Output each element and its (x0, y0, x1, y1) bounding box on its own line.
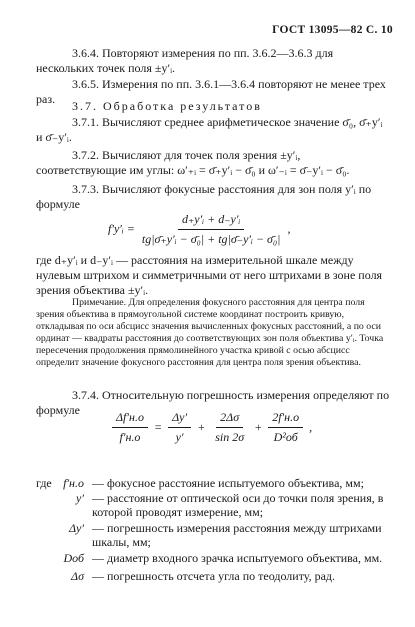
fraction-delta-y (168, 410, 191, 445)
definition-symbol: Dоб (63, 551, 84, 565)
paragraph-3-7-1: 3.7.1. Вычисляют среднее арифметическое значение σ̄₀, σ̄₊y′ᵢ и σ̄₋y′ᵢ. (36, 115, 383, 144)
paragraph-3-7-3: 3.7.3. Вычисляют фокусные расстояния для зон поля y′ᵢ по формуле (36, 182, 372, 211)
fraction-delta-sigma (211, 410, 248, 445)
focal-length-formula (108, 212, 290, 247)
paragraph-3-6-5: 3.6.5. Измерения по пп. 3.6.1—3.6.4 повторяют не менее трех раз. (36, 77, 386, 106)
fraction-pupil-den: D²об (273, 430, 298, 444)
formula-comma: , (287, 221, 291, 236)
fraction-delta-sigma-den: sin 2σ (215, 430, 245, 444)
relative-error-formula (112, 410, 312, 445)
page-header: ГОСТ 13095—82 С. 10 (272, 24, 393, 36)
definition-symbol: f′н.о (63, 476, 84, 490)
definition-text: — фокусное расстояние испытуемого объектива, мм; (92, 476, 364, 490)
fraction-delta-y-num: Δy′ (168, 410, 191, 428)
definition-text: — погрешность измерения расстояния между штрихами шкалы, мм; (92, 521, 382, 549)
fraction-delta-f-den: f′н.о (119, 430, 141, 444)
definition-text: — расстояние от оптической оси до точки поля зрения, в которой проводят измерение, мм; (92, 491, 384, 519)
plus-sign-2: + (254, 420, 263, 434)
fraction-pupil (268, 410, 303, 445)
formula-2-comma: , (309, 420, 313, 434)
note-paragraph: Примечание. Для определения фокусного расстояния для центра поля зрения объектива в прямоугольной системе координат построить кривую, откладывая по оси абсцисс значения вычисленных фокусных расстояний, а по оси ординат — квадраты расстояния до соответствующих зон поля объектива y′ᵢ. Точка пересечения продолжения прямолинейного участка кривой с осью абсцисс определит значение фокусного расстояния для центра поля зрения объектива. (36, 297, 384, 368)
formula-fraction (138, 212, 285, 247)
formula-denominator: tg|σ̄₊y′ᵢ − σ̄₀| + tg|σ̄₋y′ᵢ − σ̄₀| (141, 232, 281, 246)
where-clause-1: где d₊y′ᵢ и d₋y′ᵢ — расстояния на измерительной шкале между нулевым штрихом и симметричными от него штрихами в зоне поля зрения объектива ±y′ᵢ. (36, 253, 383, 297)
formula-numerator: d₊y′ᵢ + d₋y′ᵢ (178, 212, 244, 230)
paragraph-3-7-2: 3.7.2. Вычисляют для точек поля зрения ±y′ᵢ, соответствующие им углы: ω′₊ᵢ = σ̄₊y′ᵢ − σ̄₀ и ω′₋ᵢ = σ̄₋y′ᵢ − σ̄₀. (36, 148, 350, 177)
paragraph-3-7-4: 3.7.4. Относительную погрешность измерения определяют по формуле (36, 388, 390, 417)
formula-lhs: f′y′ᵢ = (108, 221, 135, 236)
fraction-delta-f-num: Δf′н.о (112, 410, 148, 428)
equals-sign: = (153, 420, 163, 434)
fraction-pupil-num: 2f′н.о (268, 410, 303, 428)
fraction-delta-y-den: y′ (175, 430, 184, 444)
definition-text: — погрешность отсчета угла по теодолиту, рад. (92, 569, 336, 583)
fraction-delta-f (112, 410, 148, 445)
definition-symbol: y′ (76, 491, 84, 505)
definition-text: — диаметр входного зрачка испытуемого объектива, мм. (92, 551, 383, 565)
where-label-2: где (36, 476, 52, 490)
plus-sign-1: + (197, 420, 206, 434)
definition-symbol: Δy′ (69, 521, 84, 535)
definition-symbol: Δσ (71, 569, 84, 583)
definitions-list (52, 476, 392, 606)
section-3-7-title: 3.7. Обработка результатов (72, 99, 262, 113)
paragraph-3-6-4: 3.6.4. Повторяют измерения по пп. 3.6.2—3.6.3 для нескольких точек поля ±y′ᵢ. (36, 46, 334, 75)
fraction-delta-sigma-num: 2Δσ (216, 410, 243, 428)
